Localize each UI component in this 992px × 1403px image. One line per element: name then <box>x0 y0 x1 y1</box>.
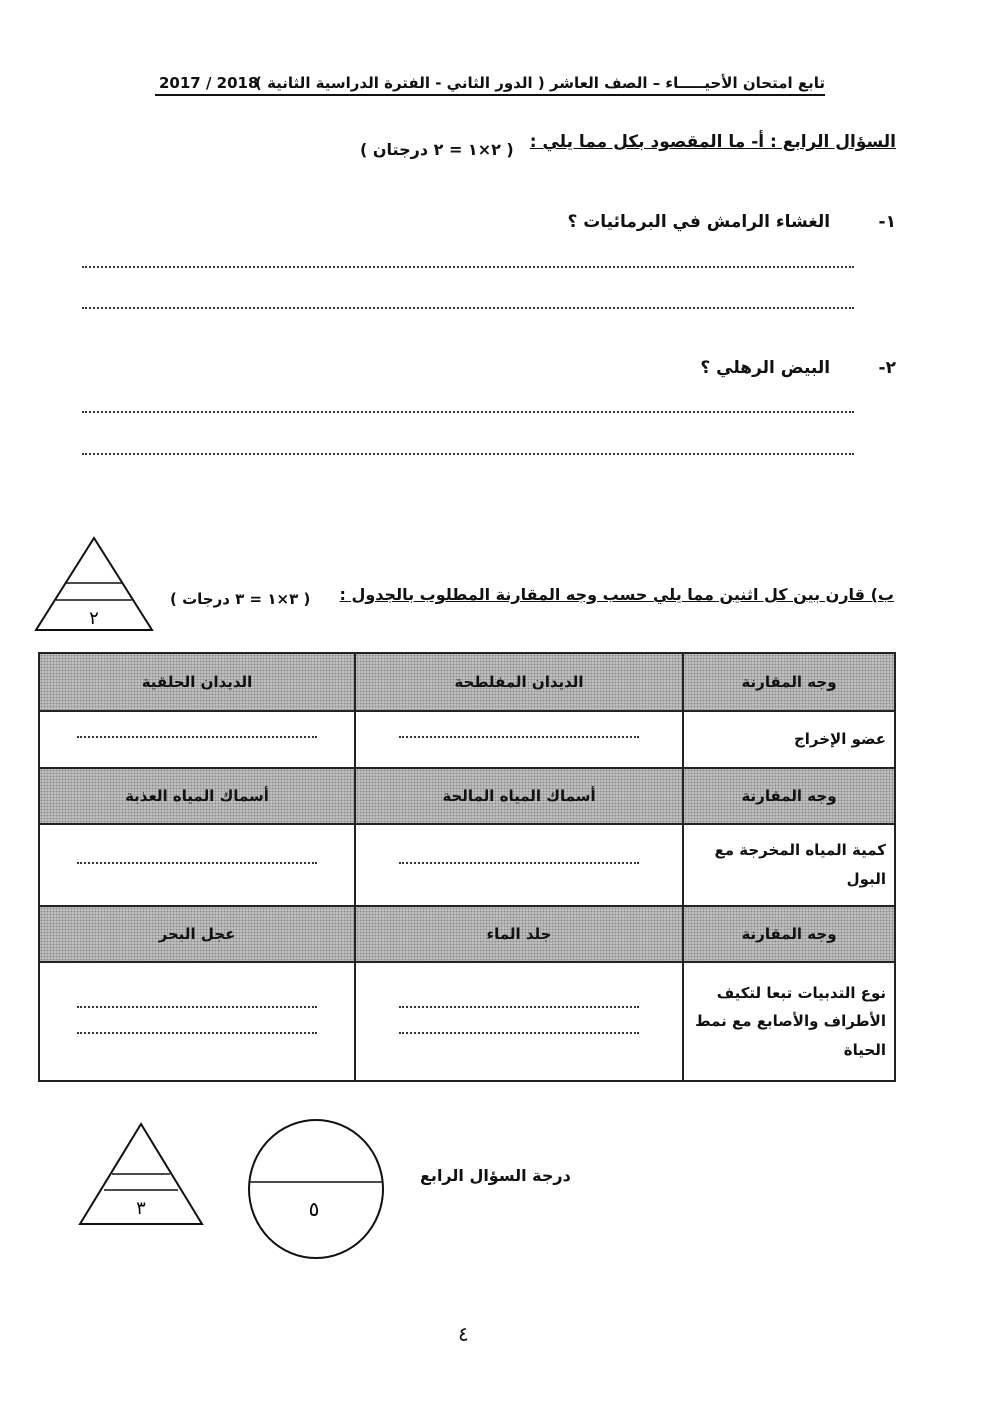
answer-cell[interactable] <box>39 962 355 1081</box>
answer-cell[interactable] <box>355 962 683 1081</box>
question-item-1 <box>567 212 896 232</box>
question-item-2 <box>700 358 896 378</box>
question-marks: ( ٢×١ = ٢ درجتان ) <box>360 140 514 159</box>
part-b-marks: ( ٣×١ = ٣ درجات ) <box>170 590 311 608</box>
table-header-cell: الديدان المفلطحة <box>355 653 683 711</box>
comparison-face: عضو الإخراج <box>683 711 895 767</box>
item-number: ٢- <box>878 358 896 378</box>
table-row <box>39 711 895 767</box>
item-text: البيض الرهلي ؟ <box>700 358 831 378</box>
item-number: ١- <box>878 212 896 232</box>
item-text: الغشاء الرامش في البرمائيات ؟ <box>567 212 831 232</box>
table-header-cell: وجه المقارنة <box>683 906 895 962</box>
page-number: ٤ <box>458 1322 469 1346</box>
table-header-cell: الديدان الحلقية <box>39 653 355 711</box>
table-row <box>39 824 895 906</box>
exam-header-title: تابع امتحان الأحيـــــاء – الصف العاشر ( الدور الثاني - الفترة الدراسية الثانية ) <box>255 74 825 92</box>
question-title: السؤال الرابع : أ- ما المقصود بكل مما يلي : <box>529 132 896 152</box>
final-triangle-score-text: ٣ <box>136 1198 146 1219</box>
answer-cell[interactable] <box>39 824 355 906</box>
table-header-cell: وجه المقارنة <box>683 653 895 711</box>
exam-header <box>155 74 825 96</box>
table-header-cell: عجل البحر <box>39 906 355 962</box>
exam-header-years: 2017 / 2018 <box>159 74 259 92</box>
answer-cell[interactable] <box>355 824 683 906</box>
final-score-triangle <box>76 1122 206 1228</box>
answer-line[interactable] <box>82 411 854 413</box>
table-header-row <box>39 653 895 711</box>
table-header-row <box>39 768 895 824</box>
comparison-face: نوع التدبيات تبعا لتكيف الأطراف والأصابع مع نمط الحياة <box>683 962 895 1081</box>
answer-line[interactable] <box>82 307 854 309</box>
comparison-table <box>38 652 896 1082</box>
score-triangle <box>32 536 156 634</box>
part-b-title: ب) قارن بين كل اثنين مما يلي حسب وجه المقارنة المطلوب بالجدول : <box>339 585 894 604</box>
total-score-text: ٥ <box>308 1197 320 1221</box>
answer-line[interactable] <box>82 266 854 268</box>
comparison-face: كمية المياه المخرجة مع البول <box>683 824 895 906</box>
table-header-cell: جلد الماء <box>355 906 683 962</box>
answer-cell[interactable] <box>355 711 683 767</box>
table-header-row <box>39 906 895 962</box>
table-header-cell: أسماك المياه العذبة <box>39 768 355 824</box>
triangle-score-text: ٢ <box>89 608 99 629</box>
table-row <box>39 962 895 1081</box>
total-score-circle <box>246 1118 386 1260</box>
answer-cell[interactable] <box>39 711 355 767</box>
table-header-cell: وجه المقارنة <box>683 768 895 824</box>
answer-line[interactable] <box>82 453 854 455</box>
table-header-cell: أسماك المياه المالحة <box>355 768 683 824</box>
final-score-label: درجة السؤال الرابع <box>420 1166 571 1185</box>
